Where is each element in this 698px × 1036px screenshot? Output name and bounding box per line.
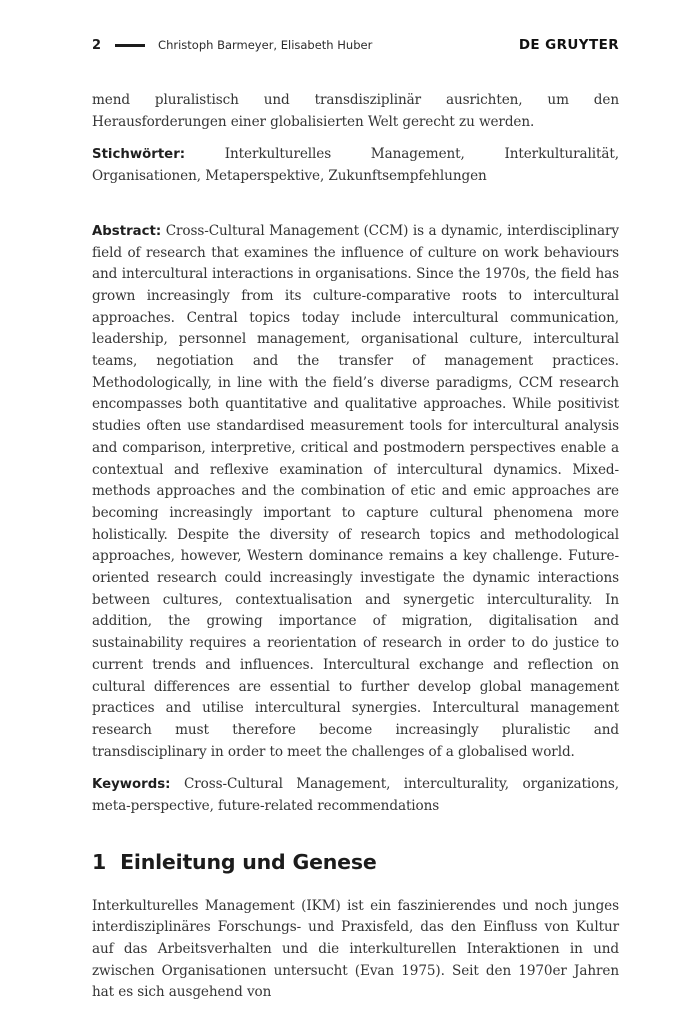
- section-number: 1: [92, 849, 107, 874]
- abstract-paragraph: [92, 221, 619, 764]
- abstract-label: Abstract:: [92, 223, 162, 239]
- running-header-left: [92, 38, 372, 53]
- abstract-text: Cross-Cultural Management (CCM) is a dynamic, interdisciplinary field of research that examines the influence of culture on work behaviours and intercultural interactions in organisations. Since the 1970s, the field has grown increasingly from its culture-comparative roots to intercultural approaches. Central topics today include intercultural communication, leadership, personnel management, organisational culture, intercultural teams, negotiation and the transfer of management practices. Methodologically, in line with the field’s diverse paradigms, CCM research encompasses both quantitative and qualitative approaches. While positivist studies often use standardised measurement tools for intercultural analysis and comparison, interpretive, critical and postmodern perspectives enable a contextual and reflexive examination of intercultural dynamics. Mixed-methods approaches and the combination of etic and emic approaches are becoming increasingly important to capture cultural phenomena more holistically. Despite the diversity of research topics and methodological approaches, however, Western dominance remains a key challenge. Future-oriented research could increasingly investigate the dynamic interactions between cultures, contextualisation and synergetic interculturality. In addition, the growing importance of migration, digitalisation and sustainability requires a reorientation of research in order to do justice to current trends and influences. Intercultural exchange and reflection on cultural differences are essential to further develop global management practices and utilise intercultural synergies. Intercultural management research must therefore become increasingly pluralistic and transdisciplinary in order to meet the challenges of a globalised world.: [92, 222, 619, 760]
- keywords-label: Keywords:: [92, 777, 171, 793]
- keywords-text: Cross-Cultural Management, interculturality, organizations, meta-perspective, future-related recommendations: [92, 776, 619, 815]
- publisher-wordmark: DE GRUYTER: [518, 37, 619, 53]
- stichwoerter-label: Stichwörter:: [92, 147, 186, 163]
- stichwoerter-paragraph: [92, 144, 619, 187]
- running-authors: Christoph Barmeyer, Elisabeth Huber: [158, 38, 373, 52]
- running-header: [92, 37, 619, 53]
- header-rule: [115, 44, 145, 47]
- keywords-paragraph: [92, 774, 619, 817]
- page-body: [92, 90, 619, 1004]
- page-number: 2: [92, 37, 102, 53]
- german-abstract-continuation: mend pluralistisch und transdisziplinär ausrichten, um den Herausforderungen einer globalisierten Welt gerecht zu werden.: [92, 92, 619, 130]
- section-paragraph: Interkulturelles Management (IKM) ist ein faszinierendes und noch junges interdisziplinäres Forschungs- und Praxisfeld, das den Einfluss von Kultur auf das Arbeitsverhalten und die interkulturellen Interaktionen in und zwischen Organisationen untersucht (Evan 1975). Seit den 1970er Jahren hat es sich ausgehend von: [92, 897, 619, 1001]
- section-heading: [92, 849, 619, 874]
- stichwoerter-text: Interkulturelles Management, Interkulturalität, Organisationen, Metaperspektive, Zukunftsempfehlungen: [92, 146, 619, 185]
- section-title: Einleitung und Genese: [120, 849, 377, 874]
